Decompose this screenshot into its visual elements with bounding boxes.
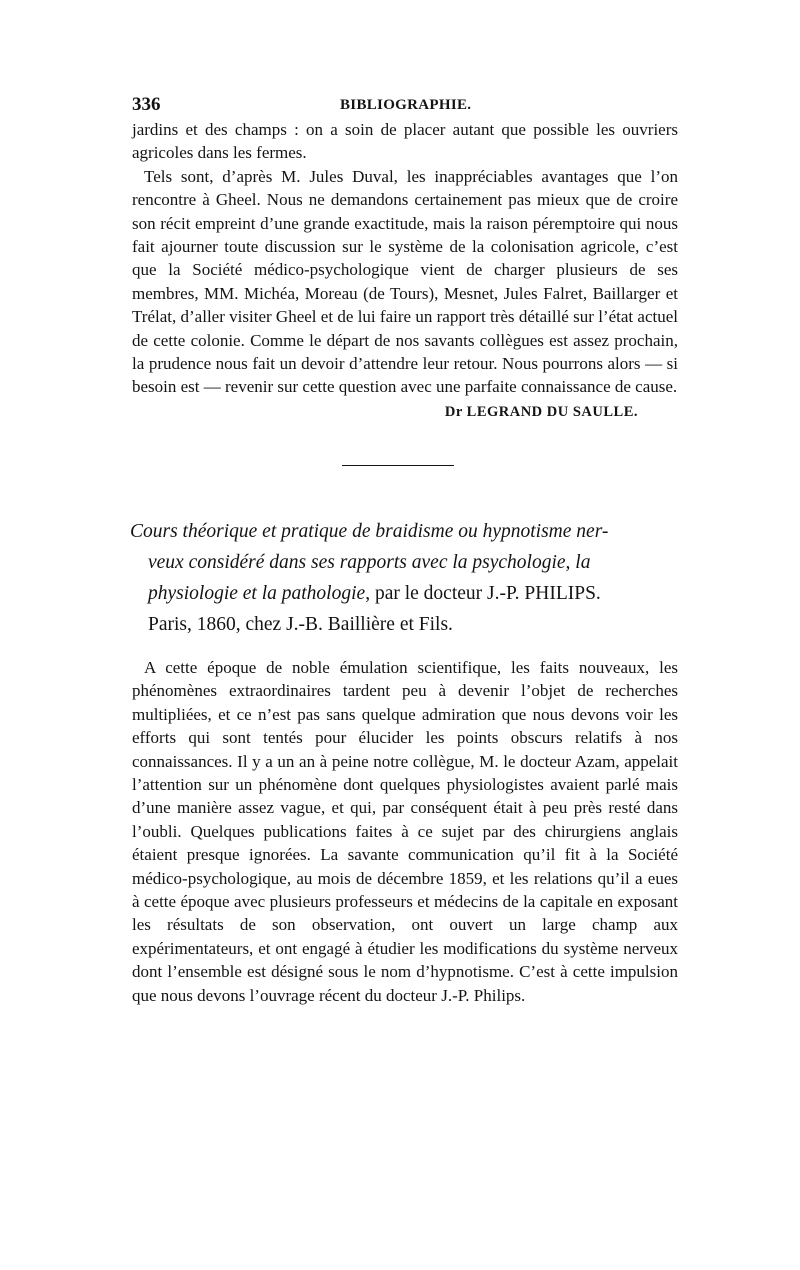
book-author: , par le docteur J.-P. PHILIPS.: [365, 582, 601, 604]
book-publisher-line: Paris, 1860, chez J.-B. Baillière et Fils.: [148, 613, 453, 635]
page-header: [132, 88, 678, 118]
page-number: 336: [132, 94, 161, 115]
book-title-block: [130, 516, 678, 640]
section-divider: [342, 465, 454, 466]
book-title-line-1: Cours théorique et pratique de braidisme ou hypnotisme ner-: [130, 520, 609, 542]
book-page: [132, 88, 678, 1007]
review-paragraph: Tels sont, d’après M. Jules Duval, les inappréciables avantages que l’on rencontre à Gheel. Nous ne demandons certainement pas mieux que de croire son récit empreint d’une grande exactitude, mais la raison péremptoire qui nous fait ajourner toute discussion sur le système de la colonisation agricole, c’est que la Société médico-psychologique vient de charger plusieurs de ses membres, MM. Michéa, Moreau (de Tours), Mesnet, Jules Falret, Baillarger et Trélat, d’aller visiter Gheel et de lui faire un rapport très détaillé sur l’état actuel de cette colonie. Comme le départ de nos savants collègues est assez prochain, la prudence nous fait un devoir d’attendre leur retour. Nous pourrons alors — si besoin est — revenir sur cette question avec une parfaite connaissance de cause.: [132, 166, 678, 397]
review-signature: Dr LEGRAND DU SAULLE.: [444, 403, 638, 420]
book-review-paragraph: A cette époque de noble émulation scientifique, les faits nouveaux, les phénomènes extraordinaires tardent peu à devenir l’objet de recherches multipliées, et ce n’est pas sans quelque admiration que nous devons voir les efforts qui sont tentés pour élucider les points obscurs relatifs à nos connaissances. Il y a un an à peine notre collègue, M. le docteur Azam, appelait l’attention sur un phénomène dont quelques physiologistes avaient parlé mais d’une manière assez vague, et qui, par conséquent était à peu près resté dans l’oubli. Quelques publications faites à ce sujet par des chirurgiens anglais étaient presque ignorées. La savante communication qu’il fit à la Société médico-psychologique, au mois de décembre 1859, et les relations qu’il a eues à cette époque avec plusieurs professeurs et médecins de la capitale en exposant les résultats de son observation, ont ouvert un large champ aux expérimentateurs, et ont engagé à étudier les modifications du système nerveux dont l’ensemble est désigné sous le nom d’hypnotisme. C’est à cette impulsion que nous devons l’ouvrage récent du docteur J.-P. Philips.: [132, 657, 678, 1005]
book-title-line-3: physiologie et la pathologie, par le docteur J.-P. PHILIPS.: [148, 582, 601, 604]
book-title-line-2: veux considéré dans ses rapports avec la psychologie, la: [148, 551, 591, 573]
continued-paragraph: jardins et des champs : on a soin de placer autant que possible les ouvriers agricoles dans les fermes.: [132, 120, 678, 163]
running-title: BIBLIOGRAPHIE.: [340, 97, 472, 113]
